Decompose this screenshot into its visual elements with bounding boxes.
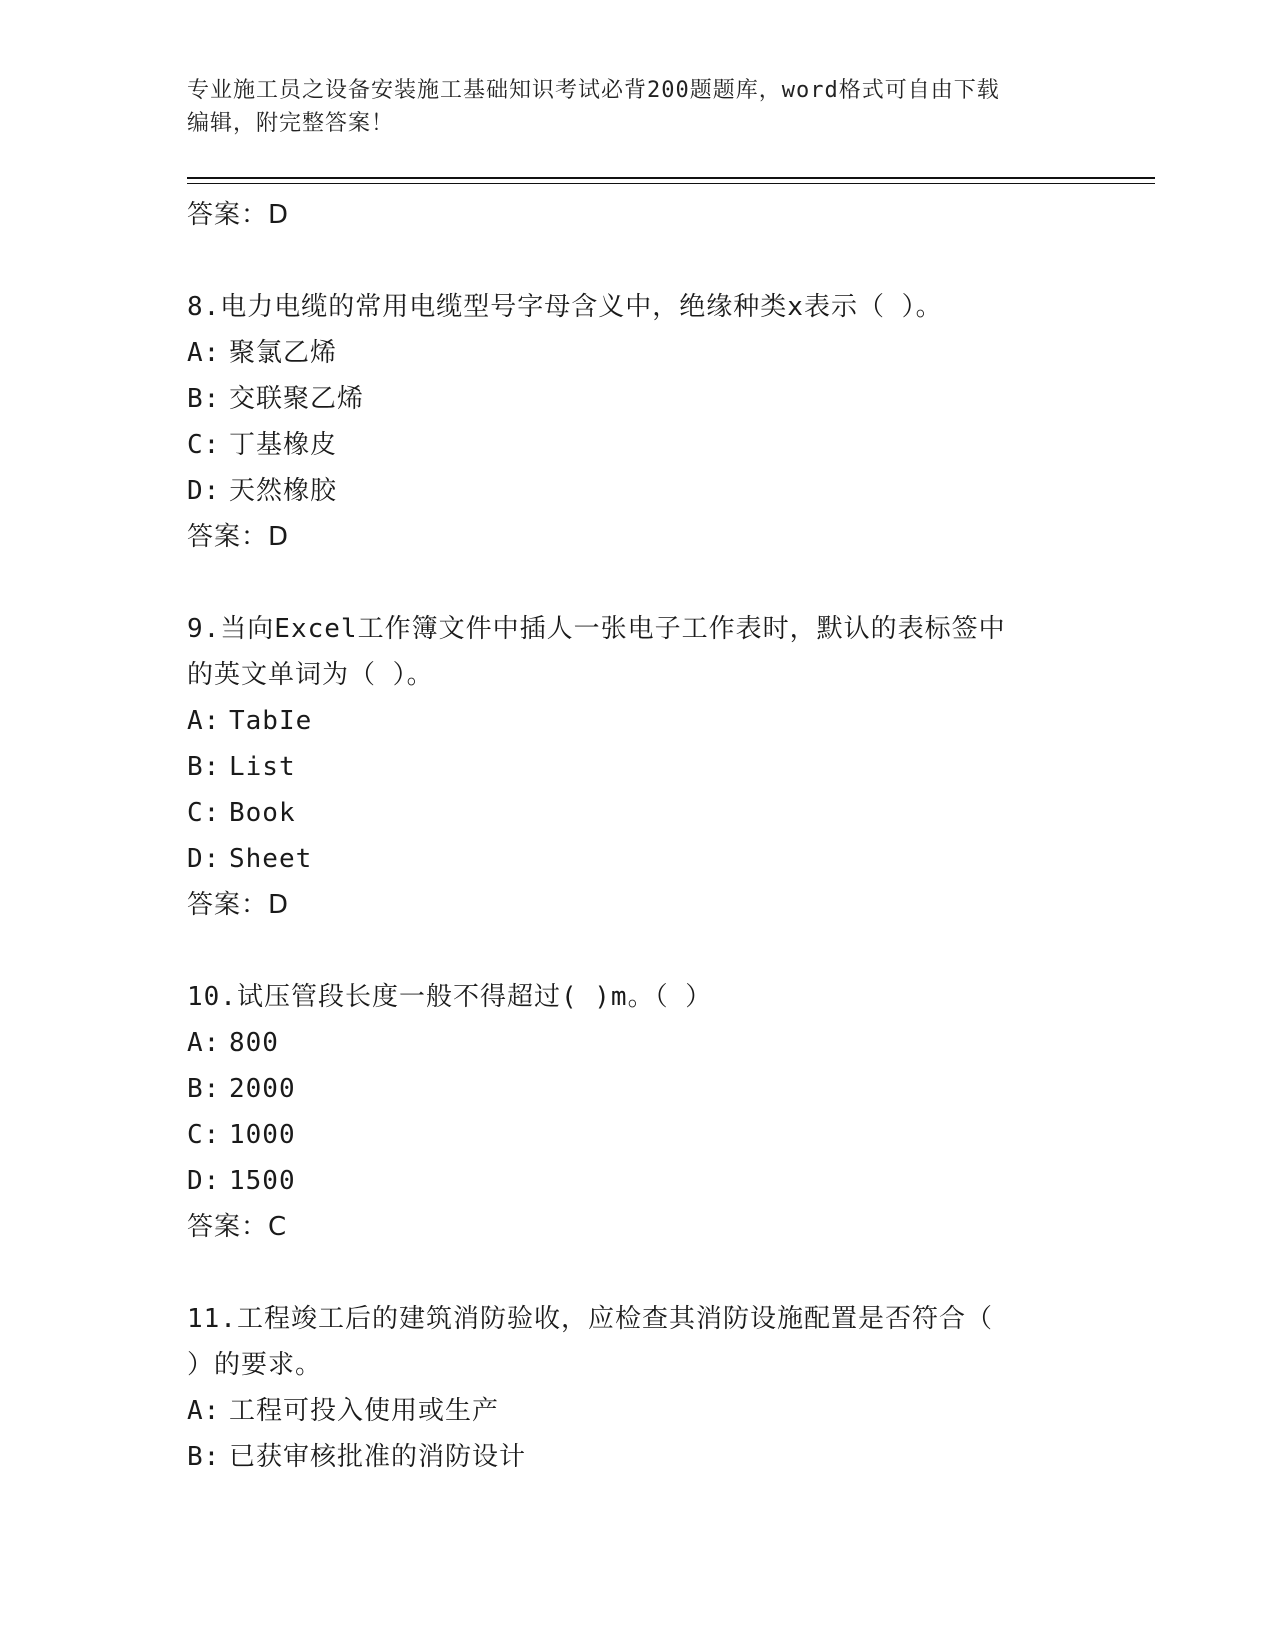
option-text: 1500: [229, 1166, 296, 1196]
question-text-line-2: 的英文单词为（ ）。: [187, 660, 434, 690]
option-text: 丁基橡皮: [229, 430, 338, 460]
option-text: 800: [229, 1028, 279, 1058]
option-text: 聚氯乙烯: [229, 338, 338, 368]
question-text-line-1: 11.工程竣工后的建筑消防验收，应检查其消防设施配置是否符合（: [187, 1304, 993, 1334]
option-letter: B:: [187, 1442, 221, 1472]
answer-value: D: [268, 522, 290, 552]
answer-line: [187, 882, 1087, 928]
option-letter: A:: [187, 338, 221, 368]
answer-label: 答案：: [187, 200, 269, 230]
spacer: [187, 560, 1087, 606]
option-letter: D:: [187, 476, 221, 506]
option-text: 交联聚乙烯: [229, 384, 365, 414]
option-letter: A:: [187, 706, 221, 736]
option-text: 工程可投入使用或生产: [229, 1396, 500, 1426]
option-c: [187, 790, 1087, 836]
option-c: [187, 422, 1087, 468]
option-text: Sheet: [229, 844, 313, 874]
option-d: [187, 468, 1087, 514]
option-letter: A:: [187, 1028, 221, 1058]
option-d: [187, 1158, 1087, 1204]
spacer: [187, 238, 1087, 284]
answer-line: [187, 192, 1087, 238]
option-c: [187, 1112, 1087, 1158]
document-body: [187, 192, 1087, 1480]
option-text: Book: [229, 798, 296, 828]
option-letter: B:: [187, 752, 221, 782]
option-letter: C:: [187, 798, 221, 828]
option-text: TabIe: [229, 706, 313, 736]
option-a: [187, 698, 1087, 744]
spacer: [187, 928, 1087, 974]
option-letter: C:: [187, 1120, 221, 1150]
answer-value: D: [268, 200, 290, 230]
option-d: [187, 836, 1087, 882]
header-rule-thin: [187, 183, 1155, 184]
option-text: List: [229, 752, 296, 782]
answer-line: [187, 1204, 1087, 1250]
option-letter: D:: [187, 844, 221, 874]
option-text: 2000: [229, 1074, 296, 1104]
option-a: [187, 1388, 1087, 1434]
option-letter: D:: [187, 1166, 221, 1196]
question-text-line-1: 9.当向Excel工作簿文件中插人一张电子工作表时，默认的表标签中: [187, 614, 1006, 644]
answer-value: C: [268, 1212, 288, 1242]
header-rule-thick: [187, 177, 1155, 179]
question-text-line-2: ）的要求。: [187, 1350, 323, 1380]
question-10: [187, 974, 1067, 1020]
answer-label: 答案：: [187, 890, 269, 920]
answer-value: D: [268, 890, 290, 920]
answer-label: 答案：: [187, 522, 269, 552]
option-a: [187, 330, 1087, 376]
option-letter: A:: [187, 1396, 221, 1426]
option-b: [187, 1066, 1087, 1112]
option-a: [187, 1020, 1087, 1066]
option-b: [187, 1434, 1087, 1480]
answer-line: [187, 514, 1087, 560]
header-line-1: 专业施工员之设备安装施工基础知识考试必背200题题库，word格式可自由下载: [187, 78, 1000, 103]
question-text: 10.试压管段长度一般不得超过( )m。（ ）: [187, 982, 713, 1012]
option-b: [187, 744, 1087, 790]
question-9: [187, 606, 1067, 698]
question-8: [187, 284, 1067, 330]
question-text: 8.电力电缆的常用电缆型号字母含义中，绝缘种类x表示（ ）。: [187, 292, 943, 322]
option-letter: C:: [187, 430, 221, 460]
option-letter: B:: [187, 1074, 221, 1104]
header-line-2: 编辑，附完整答案！: [187, 111, 395, 136]
page-header: [187, 74, 1087, 140]
option-letter: B:: [187, 384, 221, 414]
option-text: 1000: [229, 1120, 296, 1150]
option-text: 天然橡胶: [229, 476, 338, 506]
question-11: [187, 1296, 1067, 1388]
spacer: [187, 1250, 1087, 1296]
option-b: [187, 376, 1087, 422]
option-text: 已获审核批准的消防设计: [229, 1442, 527, 1472]
answer-label: 答案：: [187, 1212, 269, 1242]
